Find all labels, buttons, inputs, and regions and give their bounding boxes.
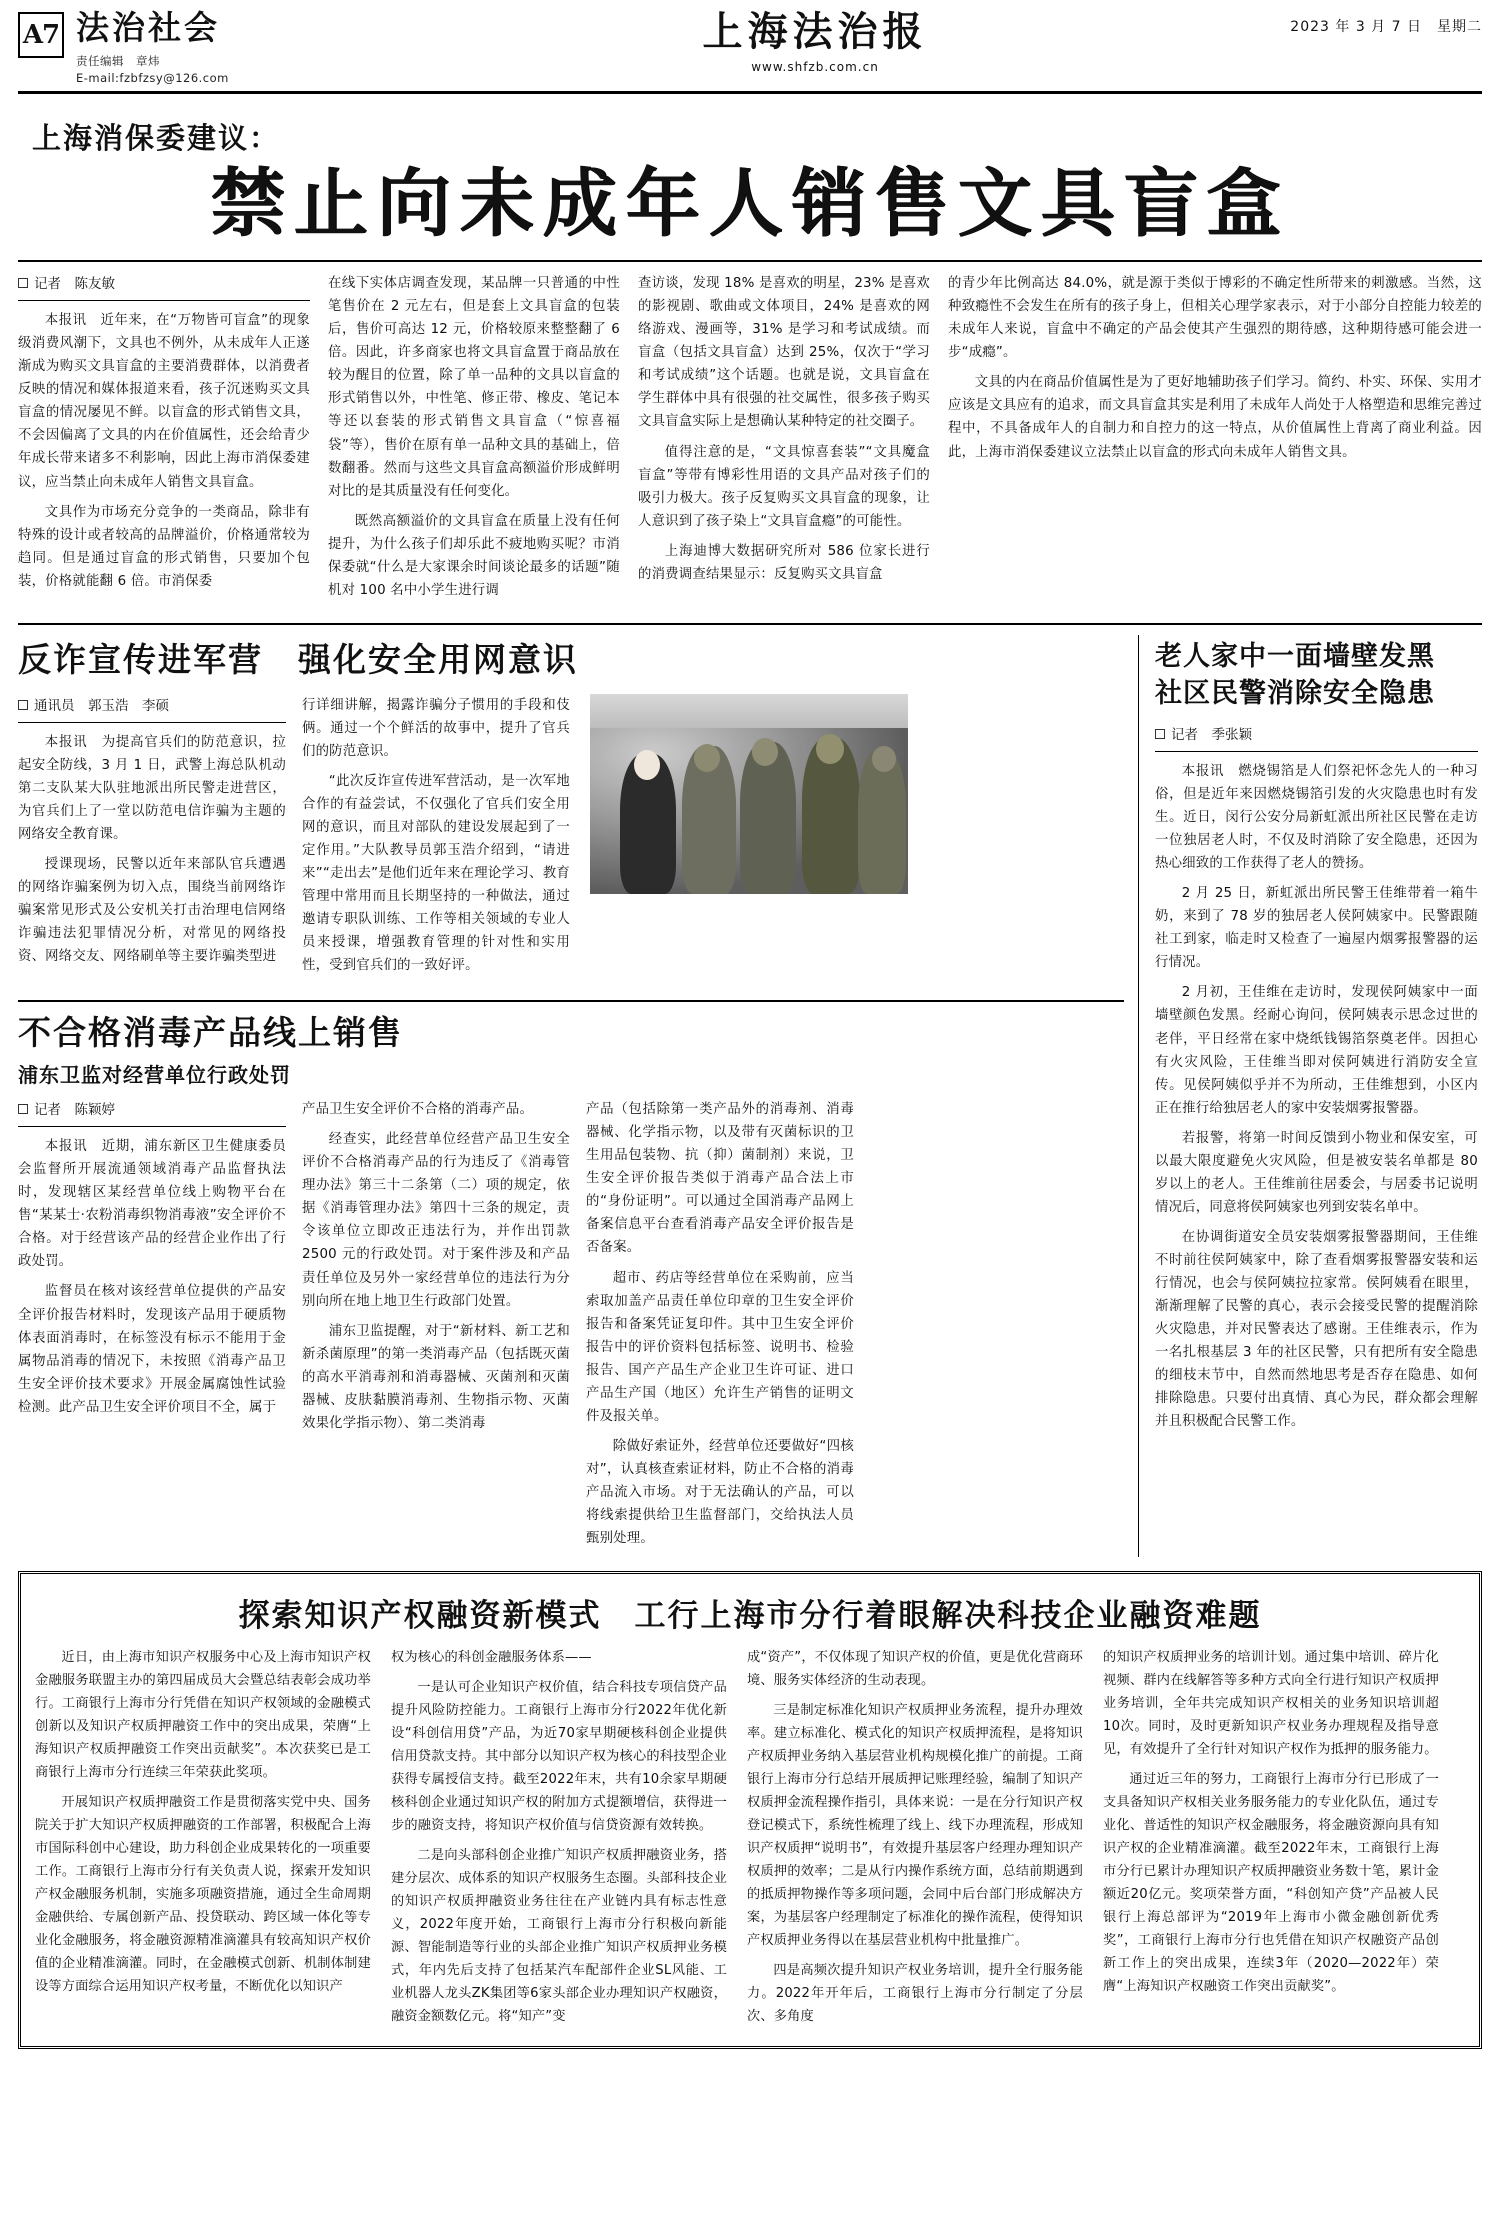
lead-paragraph: 的青少年比例高达 84.0%，就是源于类似于博彩的不确定性所带来的刺激感。当然，这种致瘾性不会发生在所有的孩子身上，但相关心理学家表示，对于小部分自控能力较差的未成年人来说，盲盒中不确定的产品会使其产生强烈的期待感，这种期待感可能会进一步“成瘾”。: [948, 276, 1482, 361]
story-paragraph: 本报讯 为提高官兵们的防范意识，拉起安全防线，3 月 1 日，武警上海总队机动第二支队某大队驻地派出所民警走进营区，为官兵们上了一堂以防范电信诈骗为主题的网络安全教育课。: [18, 734, 286, 842]
feature-columns: [35, 1647, 1465, 2036]
mid-section-rule: [18, 623, 1482, 625]
story-disinfectant-columns: [18, 1098, 1124, 1557]
lead-rule: [18, 260, 1482, 262]
feature-box-ip-financing: [18, 1571, 1482, 2049]
lead-headline: 禁止向未成年人销售文具盲盒: [210, 161, 1290, 248]
feature-paragraph: 成“资产”，不仅体现了知识产权的价值，更是优化营商环境、服务实体经济的生动表现。: [747, 1650, 1083, 1689]
lead-columns: [18, 272, 1482, 609]
feature-paragraph: 三是制定标准化知识产权质押业务流程，提升办理效率。建立标准化、模式化的知识产权质押流程，是将知识产权质押业务纳入基层营业机构规模化推广的前提。工商银行上海市分行总结开展质押记账理经验，编制了知识产权质押金流程操作指引，具体来说：一是在分行知识产权登记模式下，系统性梳理了线上、线下办理流程，形成知识产权质押“说明书”，有效提升基层客户经理办理知识产权质押的效率；二是从行内操作系统方面，总结前期遇到的抵质押物操作等多项问题，会同中后台部门形成解决方案，为基层客户经理制定了标准化的操作流程，使得知识产权质押业务得以在基层营业机构中批量推广。: [747, 1703, 1083, 1948]
byline-rule: [18, 300, 310, 301]
story-paragraph: 浦东卫监提醒，对于“新材料、新工艺和新杀菌原理”的第一类消毒产品（包括既灭菌的高水平消毒剂和消毒器械、灭菌剂和灭菌器械、皮肤黏膜消毒剂、生物指示物、灭菌效果化学指示物）、第二类消毒: [302, 1323, 570, 1431]
paper-url[interactable]: www.shfzb.com.cn: [751, 60, 879, 74]
story-disinfectant-col2: [302, 1098, 570, 1557]
story-anti-fraud-byline: [18, 694, 286, 714]
story-paragraph: 超市、药店等经营单位在采购前，应当索取加盖产品责任单位印章的卫生安全评价报告和备案凭证复印件。其中卫生安全评价报告中的评价资料包括标签、说明书、检验报告、国产产品生产企业卫生许可证、进口产品生产国（地区）允许生产销售的证明文件及报关单。: [586, 1270, 854, 1424]
byline-box-icon: [1155, 729, 1165, 739]
feature-paragraph: 四是高频次提升知识产权业务培训，提升全行服务能力。2022年开年后，工商银行上海市分行制定了分层次、多角度: [747, 1962, 1083, 2024]
lead-column-4: [948, 272, 1482, 609]
lead-kicker: 上海消保委建议：: [32, 121, 281, 156]
middle-left: [18, 635, 1138, 1557]
story-paragraph: 2 月 25 日，新虹派出所民警王佳维带着一箱牛奶，来到了 78 岁的独居老人侯阿姨家中。民警跟随社工到家，临走时又检查了一遍屋内烟雾报警器的运行情况。: [1155, 886, 1478, 971]
photo-soldiers-briefing: [590, 694, 908, 894]
byline-box-icon: [18, 700, 28, 710]
story-paragraph: 除做好索证外，经营单位还要做好“四核对”，认真核查索证材料，防止不合格的消毒产品流入市场。对于无法确认的产品，可以将线索提供给卫生监督部门，交给执法人员甄别处理。: [586, 1438, 854, 1547]
lead-byline-text: 记者 陈友敏: [34, 276, 115, 293]
lead-paragraph: 本报讯 近年来，在“万物皆可盲盒”的现象级消费风潮下，文具也不例外，从未成年人正遂渐成为购买文具盲盒的主要消费群体，以消费者反映的情况和媒体报道来看，孩子沉迷购买文具盲盒的情况屡见不鲜。以盲盒的形式销售文具，不会因偏离了文具的内在价值属性，还会给青少年成长带来诸多不利影响，因此上海市消保委建议，应当禁止向未成年人销售文具盲盒。: [18, 313, 310, 490]
section-title: 法治社会: [76, 8, 220, 47]
story-elderly-byline: [1155, 723, 1478, 743]
lead-byline: [18, 272, 310, 292]
feature-column-2: [391, 1647, 727, 2036]
story-elderly-headline-line1: 老人家中一面墙壁发黑: [1155, 640, 1435, 672]
feature-paragraph: 的知识产权质押业务的培训计划。通过集中培训、碎片化视频、群内在线解答等多种方式向全行进行知识产权质押业务培训，全年共完成知识产权相关的业务知识培训超10次。同时，及时更新知识产权业务办理规程及指导意见，有效提升了全行针对知识产权作为抵押的服务能力。: [1103, 1650, 1439, 1757]
section-email: E-mail:fzbfzsy@126.com: [76, 71, 229, 86]
story-paragraph: 若报警，将第一时间反馈到小物业和保安室，可以最大限度避免火灾风险，但是被安装名单都是 80 岁以上的老人。王佳维前往居委会，与居委书记说明情况后，同意将侯阿姨家也列到安装名单中。: [1155, 1130, 1478, 1215]
story-anti-fraud-photo: [586, 694, 908, 985]
story-paragraph: 本报讯 燃烧锡箔是人们祭祀怀念先人的一种习俗，但是近年来因燃烧锡箔引发的火灾隐患也时有发生。近日，闵行公安分局新虹派出所社区民警在走访一位独居老人时，不仅及时消除了安全隐患，还因为热心细致的工作获得了老人的赞扬。: [1155, 764, 1478, 872]
story-paragraph: 授课现场，民警以近年来部队官兵遭遇的网络诈骗案例为切入点，围绕当前网络诈骗案常见形式及公安机关打击治理电信网络诈骗违法犯罪情况分析，对常见的网络投资、网络交友、网络刷单等主要诈骗类型进: [18, 856, 286, 965]
masthead-left: [18, 10, 448, 85]
byline-rule: [18, 722, 286, 723]
feature-column-1: [35, 1647, 371, 2036]
lead-paragraph: 在线下实体店调查发现，某品牌一只普通的中性笔售价在 2 元左右，但是套上文具盲盒的包装后，售价可高达 12 元，价格较原来整整翻了 6 倍。因此，许多商家也将文具盲盒置于商品放在较为醒目的位置，除了单一品种的文具以盲盒的形式销售以外，中性笔、修正带、橡皮、笔记本等还以套装的形式销售文具盲盒（“惊喜福袋”等），售价在原有单一品种文具的基础上，倍数翻番。然而与这些文具盲盒高额溢价形成鲜明对比的是其质量没有任何变化。: [328, 276, 620, 499]
story-paragraph: 2 月初，王佳维在走访时，发现侯阿姨家中一面墙壁颜色发黑。经耐心询问，侯阿姨表示思念过世的老伴，平日经常在家中烧纸钱锡箔祭奠老伴。因担心有火灾风险，王佳维当即对侯阿姨进行消防安全宣传。见侯阿姨似乎并不为所动，王佳维想到，小区内正在推行给独居老人的家中安装烟雾报警器。: [1155, 985, 1478, 1116]
story-disinfectant-col3: [586, 1098, 854, 1557]
feature-paragraph: 一是认可企业知识产权价值，结合科技专项信贷产品提升风险防控能力。工商银行上海市分行2022年优化新设“科创信用贷”产品，为近70家早期硬核科创企业提供信用贷款支持。其中部分以知识产权为核心的科技型企业获得专属授信支持。截至2022年末，共有10余家早期硬核科创企业通过知识产权的附加方式提额增信，获得进一步的融资支持，将知识产权价值与信贷资源有效转换。: [391, 1680, 727, 1833]
photo-wall-band: [590, 694, 908, 728]
middle-block: [18, 635, 1482, 1557]
story-elderly-safety: [1138, 635, 1478, 1557]
lead-paragraph: 文具的内在商品价值属性是为了更好地辅助孩子们学习。简约、朴实、环保、实用才应该是文具应有的追求，而文具盲盒其实是利用了未成年人尚处于人格塑造和思维完善过程中，不具备成年人的自制力和自控力的这一特点，从价值属性上背离了商业利益。因此，上海市消保委建议立法禁止以盲盒的形式向未成年人销售文具。: [948, 375, 1482, 460]
story-disinfectant-headline: 不合格消毒产品线上销售: [18, 1013, 403, 1053]
issue-date: 2023 年 3 月 7 日 星期二: [1290, 19, 1482, 35]
lead-paragraph: 文具作为市场充分竞争的一类商品，除非有特殊的设计或者较高的品牌溢价，价格通常较为趋同。但是通过盲盒的形式销售，只要加个包装，价格就能翻 6 倍。市消保委: [18, 504, 310, 589]
byline-text: 记者 陈颖婷: [34, 1102, 115, 1119]
paper-name: 上海法治报: [702, 8, 928, 55]
story-paragraph: 在协调街道安全员安装烟雾报警器期间，王佳维不时前往侯阿姨家中，除了查看烟雾报警器安装和运行情况，也会与侯阿姨拉拉家常。侯阿姨看在眼里，渐渐理解了民警的真心，表示会接受民警的提醒消除火灾隐患，并对民警表达了感谢。王佳维表示，作为一名扎根基层 3 年的社区民警，只有把所有安全隐患的细枝末节中，自然而然地思考是否存在隐患、如何排除隐患。只要付出真情、真心为民，群众都会理解并且积极配合民警工作。: [1155, 1229, 1478, 1430]
story-anti-fraud-col2: [302, 694, 570, 985]
lead-column-3: [638, 272, 930, 609]
byline-box-icon: [18, 278, 28, 288]
section-title-block: [76, 10, 229, 85]
story-paragraph: 产品（包括除第一类产品外的消毒剂、消毒器械、化学指示物，以及带有灭菌标识的卫生用品包装物、抗（抑）菌制剂）来说，卫生安全评价报告类似于消毒产品合法上市的“身份证明”。可以通过全国消毒产品网上备案信息平台查看消毒产品安全评价报告是否备案。: [586, 1102, 854, 1256]
story-anti-fraud-col1: [18, 694, 286, 985]
masthead-center: [448, 10, 1182, 74]
feature-paragraph: 开展知识产权质押融资工作是贯彻落实党中央、国务院关于扩大知识产权质押融资的工作部署，积极配合上海市国际科创中心建设，助力科创企业成果转化的一项重要工作。工商银行上海市分行有关负责人说，探索开发知识产权金融服务机制，实施多项融资措施，通过全生命周期金融供给、专属创新产品、投贷联动、跨区域一体化等专业化金融服务，将金融资源精准滴灌具有较高知识产权价值的企业精准滴灌。同时，在金融模式创新、机制体制建设等方面综合运用知识产权考量，不断优化以知识产: [35, 1794, 371, 1994]
story-paragraph: 经查实，此经营单位经营产品卫生安全评价不合格消毒产品的行为违反了《消毒管理办法》第三十二条第（二）项的规定，依据《消毒管理办法》第四十三条的规定，责令该单位立即改正违法行为，并作出罚款 2500 元的行政处罚。对于案件涉及和产品责任单位及另外一家经营单位的违法行为分别向所在地上地卫生行政部门处置。: [302, 1132, 570, 1309]
story-paragraph: 监督员在核对该经营单位提供的产品安全评价报告材料时，发现该产品用于硬质物体表面消毒时，在标签没有标示不能用于金属物品消毒的情况下，未按照《消毒产品卫生安全评价技术要求》开展金属腐蚀性试验检测。此产品卫生安全评价项目不全，属于: [18, 1284, 286, 1415]
photo-face: [694, 744, 720, 772]
story-divider-rule: [18, 1000, 1124, 1002]
story-disinfectant-col1: [18, 1098, 286, 1557]
page-number-badge: A7: [18, 12, 64, 58]
feature-paragraph: 二是向头部科创企业推广知识产权质押融资业务，搭建分层次、成体系的知识产权服务生态圈。头部科技企业的知识产权质押融资业务往往在产业链内具有标志性意义，2022年度开始，工商银行上海市分行积极向新能源、智能制造等行业的头部企业推广知识产权质押业务模式，年内先后支持了包括某汽车配部件企业SL风能、工业机器人龙头ZK集团等6家头部企业办理知识产权融资，融资金额数亿元。将“知产”变: [391, 1847, 727, 2024]
feature-column-4: [1103, 1647, 1439, 2036]
story-paragraph: 产品卫生安全评价不合格的消毒产品。: [302, 1102, 534, 1118]
section-editor: 责任编辑 章炜: [76, 54, 160, 69]
feature-paragraph: 近日，由上海市知识产权服务中心及上海市知识产权金融服务联盟主办的第四届成员大会暨总结表彰会成功举行。工商银行上海市分行凭借在知识产权领域的金融模式创新以及知识产权质押融资工作中的突出成果，荣膺“上海知识产权质押融资工作突出贡献奖”。本次获奖已是工商银行上海市分行连续三年荣获此奖项。: [35, 1650, 371, 1780]
lead-paragraph: 既然高额溢价的文具盲盒在质量上没有任何提升，为什么孩子们却乐此不疲地购买呢？市消保委就“什么是大家课余时间谈论最多的话题”随机对 100 名中小学生进行调: [328, 513, 620, 598]
lead-paragraph: 值得注意的是，“文具惊喜套装”“文具魔盒盲盒”等带有博彩性用语的文具产品对孩子们的吸引力极大。孩子反复购买文具盲盒的现象，让人意识到了孩子染上“文具盲盒瘾”的可能性。: [638, 444, 930, 529]
byline-rule: [1155, 751, 1478, 752]
photo-face: [752, 738, 778, 766]
masthead: [18, 10, 1482, 94]
story-paragraph: 本报讯 近期，浦东新区卫生健康委员会监督所开展流通领域消毒产品监督执法时，发现辖区某经营单位线上购物平台在售“某某士·农粉消毒织物消毒液”安全评价不合格。对于经营该产品的经营企业作出了行政处罚。: [18, 1139, 286, 1270]
lead-column-2: [328, 272, 620, 609]
photo-face: [634, 750, 660, 780]
story-anti-fraud-headline: 反诈宣传进军营 强化安全用网意识: [18, 639, 578, 679]
lead-paragraph: 上海迪博大数据研究所对 586 位家长进行的消费调查结果显示：反复购买文具盲盒: [638, 543, 930, 582]
story-disinfectant: [18, 1012, 1124, 1557]
feature-paragraph: 权为核心的科创金融服务体系——: [391, 1650, 592, 1666]
feature-paragraph: 通过近三年的努力，工商银行上海市分行已形成了一支具备知识产权相关业务服务能力的专业化队伍，通过专业化、普适性的知识产权金融服务，将金融资源向具有知识产权的企业精准滴灌。截至2022年末，工商银行上海市分行已累计办理知识产权质押融资业务数十笔，累计金额近20亿元。奖项荣誉方面，“科创知产贷”产品被人民银行上海总部评为“2019年上海市小微金融创新优秀奖”，工商银行上海市分行也凭借在知识产权融资产品创新工作上的突出成果，连续3年（2020—2022年）荣膺“上海知识产权融资工作突出贡献奖”。: [1103, 1771, 1439, 1994]
story-elderly-headline-line2: 社区民警消除安全隐患: [1155, 677, 1435, 709]
byline-rule: [18, 1126, 286, 1127]
photo-face: [816, 734, 844, 764]
story-disinfectant-byline: [18, 1098, 286, 1118]
story-paragraph: 行详细讲解，揭露诈骗分子惯用的手段和伎俩。通过一个个鲜活的故事中，提升了官兵们的防范意识。: [302, 697, 570, 759]
byline-text: 记者 季张颖: [1171, 727, 1252, 744]
story-disinfectant-subhead: 浦东卫监对经营单位行政处罚: [18, 1063, 291, 1088]
story-anti-fraud: [18, 639, 1124, 984]
lead-paragraph: 查访谈，发现 18% 是喜欢的明星，23% 是喜欢的影视剧、歌曲或文体项目，24% 是喜欢的网络游戏、漫画等，31% 是学习和考试成绩。而盲盒（包括文具盲盒）达到 25%，仅次于“学习和考试成绩”这个话题。也就是说，文具盲盒在学生群体中具有很强的社交属性，很多孩子购买文具盲盒实际上是想确认某种特定的社交圈子。: [638, 276, 930, 430]
lead-column-1: [18, 272, 310, 609]
photo-face: [872, 746, 896, 772]
feature-column-3: [747, 1647, 1083, 2036]
story-paragraph: “此次反诈宣传进军营活动，是一次军地合作的有益尝试，不仅强化了官兵们安全用网的意识，而且对部队的建设发展起到了一定作用。”大队教导员郭玉浩介绍到，“请进来”“走出去”是他们近年来在理论学习、教育管理中常用而且长期坚持的一种做法，通过邀请专职队训练、工作等相关领域的专业人员来授课，增强教育管理的针对性和实用性，受到官兵们的一致好评。: [302, 773, 570, 974]
byline-box-icon: [18, 1104, 28, 1114]
feature-headline: 探索知识产权融资新模式 工行上海市分行着眼解决科技企业融资难题: [238, 1598, 1262, 1635]
byline-text: 通讯员 郭玉浩 李硕: [34, 697, 169, 714]
